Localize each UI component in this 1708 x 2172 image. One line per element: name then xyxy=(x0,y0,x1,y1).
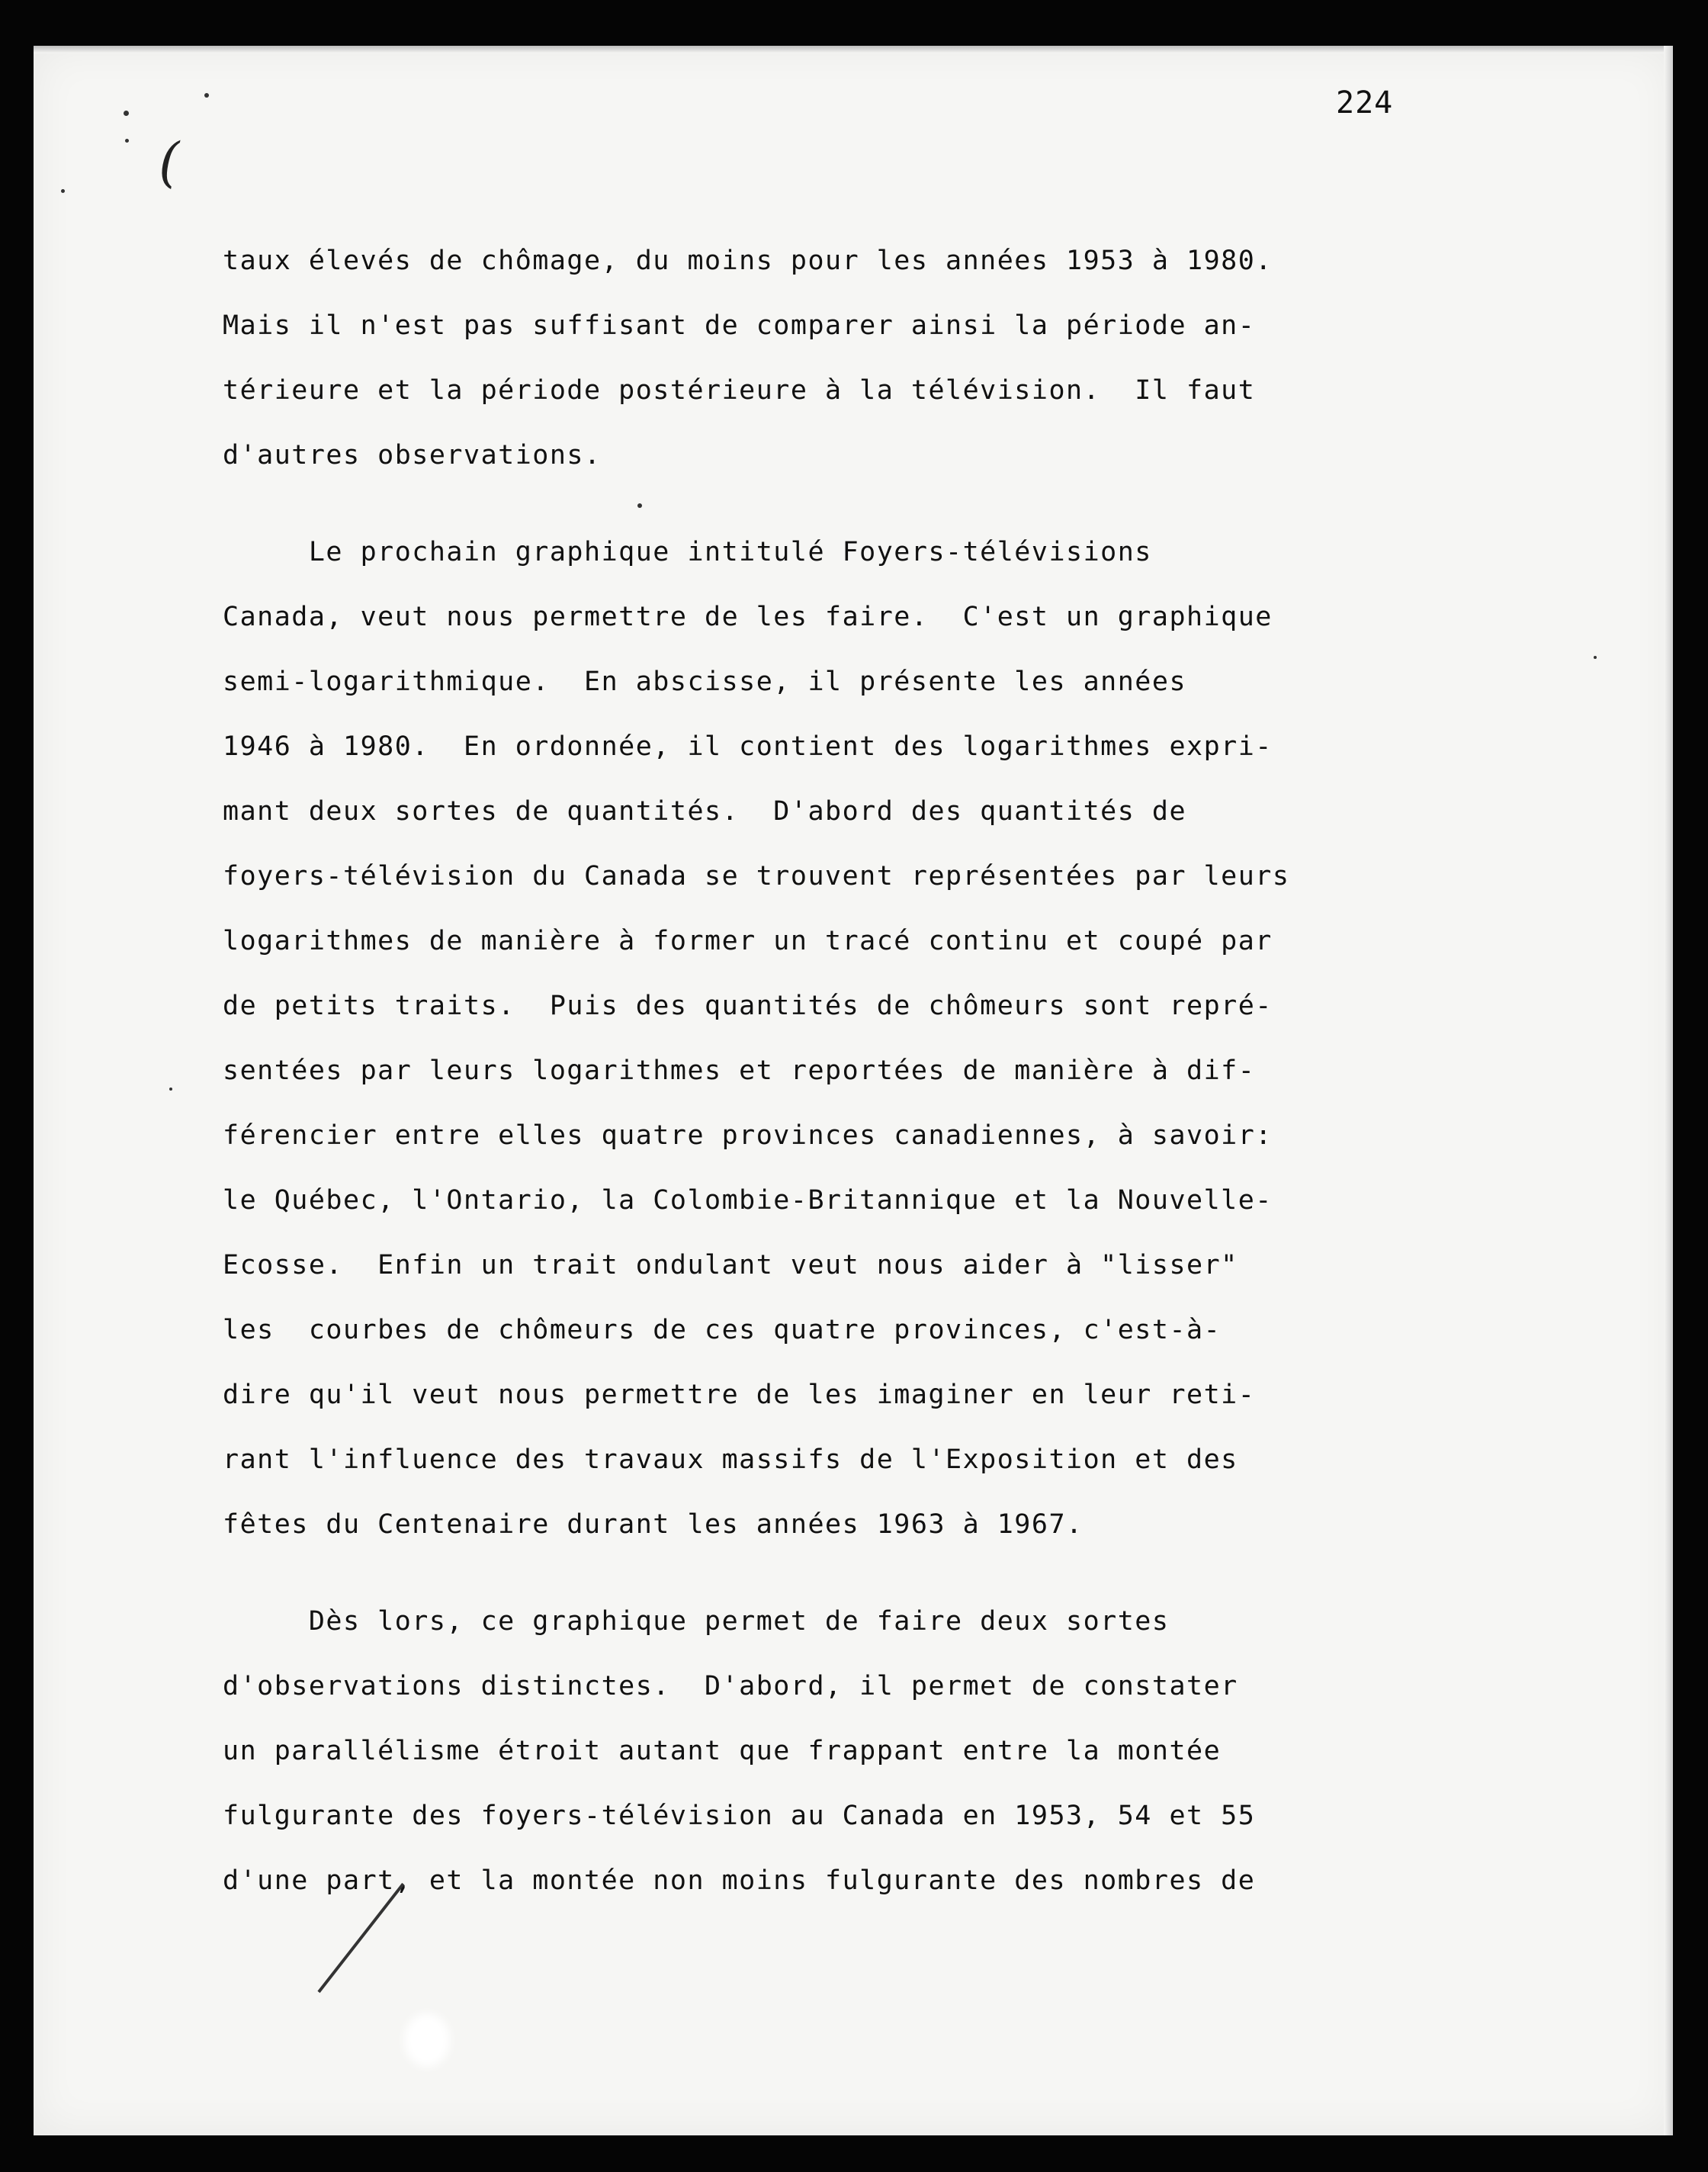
scan-speck xyxy=(1594,656,1597,659)
paragraph-2 xyxy=(223,520,1488,1557)
scan-smudge xyxy=(404,2013,450,2067)
text-line: Le prochain graphique intitulé Foyers-télévisions xyxy=(223,537,1152,567)
text-line: d'observations distinctes. D'abord, il permet de constater xyxy=(223,1671,1238,1701)
scan-speck xyxy=(637,503,642,508)
margin-mark: ( xyxy=(159,131,180,194)
text-line: Mais il n'est pas suffisant de comparer ainsi la période an- xyxy=(223,310,1256,341)
text-line: Dès lors, ce graphique permet de faire deux sortes xyxy=(223,1606,1170,1637)
scan-speck xyxy=(169,1088,172,1091)
text-line: Ecosse. Enfin un trait ondulant veut nous aider à "lisser" xyxy=(223,1250,1238,1280)
text-line: fêtes du Centenaire durant les années 1963 à 1967. xyxy=(223,1509,1084,1540)
text-line: térieure et la période postérieure à la télévision. Il faut xyxy=(223,375,1256,406)
scan-speck xyxy=(125,139,129,143)
text-line: Canada, veut nous permettre de les faire. C'est un graphique xyxy=(223,602,1273,632)
text-line: le Québec, l'Ontario, la Colombie-Britannique et la Nouvelle- xyxy=(223,1185,1273,1216)
text-line: dire qu'il veut nous permettre de les imaginer en leur reti- xyxy=(223,1380,1256,1410)
scan-speck xyxy=(204,93,209,98)
text-line: logarithmes de manière à former un tracé continu et coupé par xyxy=(223,926,1273,956)
text-line: sentées par leurs logarithmes et reportées de manière à dif- xyxy=(223,1055,1256,1086)
text-line: semi-logarithmique. En abscisse, il présente les années xyxy=(223,667,1187,697)
page-top-edge xyxy=(34,46,1673,53)
text-line: 1946 à 1980. En ordonnée, il contient des logarithmes expri- xyxy=(223,731,1273,762)
text-line: rant l'influence des travaux massifs de l'Exposition et des xyxy=(223,1444,1238,1475)
text-line: d'une part, et la montée non moins fulgurante des nombres de xyxy=(223,1865,1256,1896)
paragraph-3 xyxy=(223,1589,1488,1913)
page-number: 224 xyxy=(1336,85,1394,120)
text-line: taux élevés de chômage, du moins pour les années 1953 à 1980. xyxy=(223,246,1273,276)
paragraph-1 xyxy=(223,229,1488,488)
page-right-edge xyxy=(1664,46,1673,2135)
text-line: d'autres observations. xyxy=(223,440,602,471)
scan-speck xyxy=(61,189,65,193)
text-line: mant deux sortes de quantités. D'abord des quantités de xyxy=(223,796,1187,827)
text-line: fulgurante des foyers-télévision au Canada en 1953, 54 et 55 xyxy=(223,1801,1256,1831)
scan-speck xyxy=(124,111,129,116)
text-line: férencier entre elles quatre provinces canadiennes, à savoir: xyxy=(223,1120,1273,1151)
text-line: les courbes de chômeurs de ces quatre provinces, c'est-à- xyxy=(223,1315,1222,1345)
text-line: un parallélisme étroit autant que frappant entre la montée xyxy=(223,1736,1222,1766)
text-line: foyers-télévision du Canada se trouvent représentées par leurs xyxy=(223,861,1290,892)
text-line: de petits traits. Puis des quantités de chômeurs sont repré- xyxy=(223,991,1273,1021)
body-text xyxy=(223,229,1488,1945)
